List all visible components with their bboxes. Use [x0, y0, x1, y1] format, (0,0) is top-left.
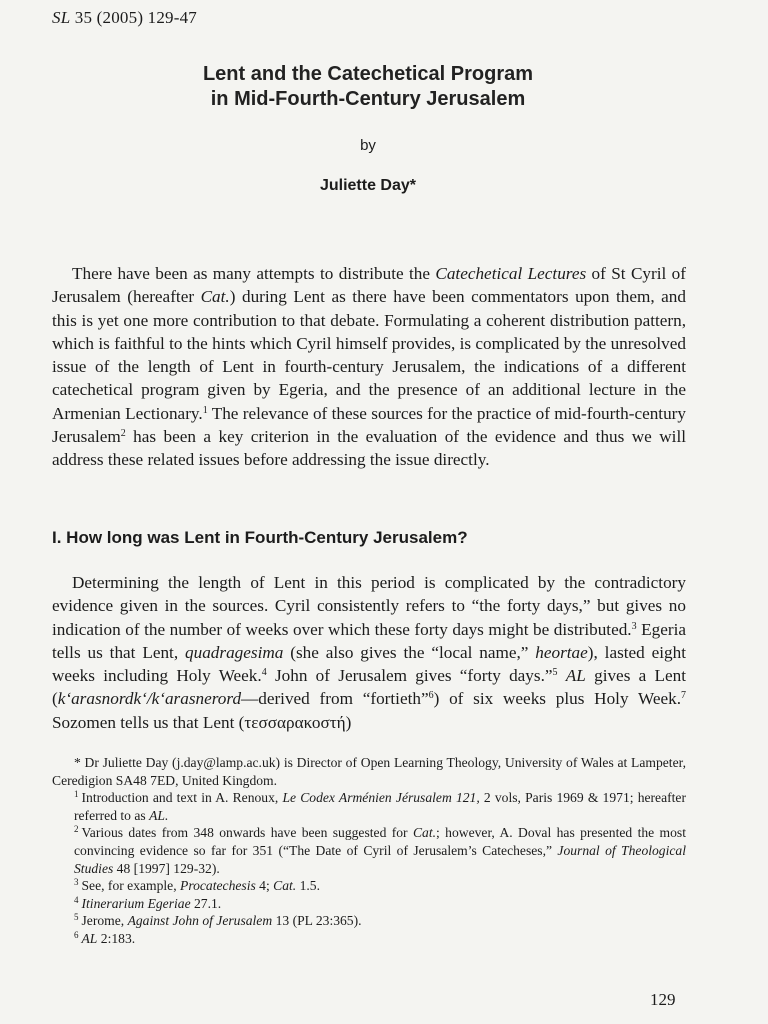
text-run: Determining the length of Lent in this period is complicated by the contradictory evidence given in the sources. Cyril consistently refers to “the forty days,” but gives no indication of the number of weeks over which these forty days might be distributed. [52, 573, 686, 639]
footnote-number: 5 [74, 912, 79, 923]
text-run: ) of six weeks plus Holy Week. [433, 689, 682, 709]
italic-run: Catechetical Lectures [435, 264, 587, 283]
text-run: of St Cyril of Jerusalem (hereafter [52, 264, 686, 307]
text-run: There have been as many attempts to distribute the [72, 264, 436, 283]
italic-run: Cat. [273, 878, 297, 894]
text-run: See, for example, [81, 878, 181, 894]
text-run: * Dr Juliette Day (j.day@lamp.ac.uk) is Director of Open Learning Theology, University of Wales at Lampeter, Ceredigion SA48 7ED, United Kingdom. [52, 755, 686, 788]
text-run: Various dates from 348 onwards have been suggested for [81, 825, 413, 841]
italic-run: Cat. [412, 825, 437, 841]
journal-abbreviation: SL [52, 8, 71, 27]
section-heading: I. How long was Lent in Fourth-Century Jerusalem? [52, 528, 468, 547]
footnote-number: 6 [74, 929, 79, 940]
title-line-1: Lent and the Catechetical Program [202, 63, 534, 85]
italic-run: Journal of Theological Studies [74, 842, 686, 876]
italic-run: AL. [149, 807, 169, 823]
footnote-ref-7: 7 [681, 690, 687, 702]
italic-run: Procatechesis [180, 878, 256, 894]
footnote-author [52, 754, 686, 789]
text-run: has been a key criterion in the evaluation of the evidence and thus we will address these related issues before addressing the issue directly. [52, 427, 686, 470]
footnote-number: 3 [74, 877, 79, 888]
italic-run: AL [565, 666, 586, 686]
italic-run: Cat. [200, 287, 230, 307]
text-run: John of Jerusalem gives “forty days.” [266, 666, 553, 686]
footnote-2 [52, 824, 686, 877]
text-run: Jerome, [81, 913, 128, 929]
text-run: 2 vols, Paris 1969 & 1971; hereafter referred to as [74, 790, 686, 823]
running-head [52, 8, 197, 28]
italic-run: heortae [535, 642, 588, 662]
italic-run: Against John of Jerusalem [127, 913, 273, 929]
italic-run: AL [81, 930, 98, 946]
title-line-2: in Mid-Fourth-Century Jerusalem [210, 88, 526, 110]
footnote-1 [52, 789, 686, 824]
text-run: —derived from “fortieth” [241, 689, 429, 709]
text-run: 48 [1997] 129-32). [113, 860, 220, 876]
footnote-ref-1: 1 [202, 404, 208, 416]
text-run: Egeria tells us that Lent, [52, 619, 686, 662]
author-name: Juliette Day* [319, 177, 417, 194]
footnote-5 [52, 912, 686, 930]
journal-citation: 35 (2005) 129-47 [70, 8, 197, 27]
body-paragraph-1 [52, 262, 686, 472]
italic-run: quadragesima [185, 642, 284, 662]
italic-run: k‘arasnordk‘/k‘arasnerord [57, 689, 242, 709]
footnote-ref-4: 4 [261, 667, 267, 679]
italic-run: Itinerarium Egeriae [81, 895, 191, 911]
footnote-number: 4 [74, 894, 79, 905]
text-run: Introduction and text in A. Renoux, [81, 790, 283, 806]
text-run [558, 666, 566, 685]
footnote-number: 2 [74, 824, 79, 835]
text-run: The relevance of these sources for the practice of mid-fourth-century Jerusalem [52, 403, 686, 447]
text-run: 4; [255, 878, 274, 894]
text-run: (she also gives the “local name,” [283, 642, 536, 662]
article-title [0, 62, 736, 112]
footnote-6 [52, 930, 686, 948]
body-paragraph-2 [52, 571, 686, 734]
text-run: 1.5. [296, 878, 320, 894]
footnote-3 [52, 877, 686, 895]
text-run: Sozomen tells us that Lent (τεσσαρακοστή) [52, 712, 352, 732]
footnote-4 [52, 895, 686, 913]
footnote-ref-5: 5 [552, 667, 558, 679]
text-run: 13 (PL 23:365). [272, 913, 362, 929]
text-run: gives a Lent ( [52, 666, 687, 709]
footnote-ref-6: 6 [428, 690, 434, 702]
page-number: 129 [650, 990, 676, 1009]
text-run: ), lasted eight weeks including Holy Week. [52, 642, 687, 686]
text-run: 2:183. [97, 930, 136, 946]
byline-by: by [360, 137, 376, 154]
footnotes [52, 754, 686, 948]
footnote-ref-3: 3 [631, 620, 637, 632]
italic-run: Le Codex Arménien Jérusalem 121, [282, 790, 480, 806]
text-run: ; however, A. Doval has presented the most convincing evidence so far for 351 (“The Date of Cyril of Jerusalem’s Catecheses,” [74, 825, 686, 858]
footnote-number: 1 [74, 789, 79, 800]
text-run: 27.1. [190, 895, 222, 911]
text-run: ) during Lent as there have been commentators upon them, and this is yet one more contribution to that debate. Formulating a coherent distribution pattern, which is faithful to the hints which Cyril himself provides, is complicated by the unresolved issue of the length of Lent in fourth-century Jerusalem, the indications of a different catechetical program given by Egeria, and the presence of an additional lecture in the Armenian Lectionary. [52, 287, 686, 423]
footnote-ref-2: 2 [120, 428, 126, 440]
